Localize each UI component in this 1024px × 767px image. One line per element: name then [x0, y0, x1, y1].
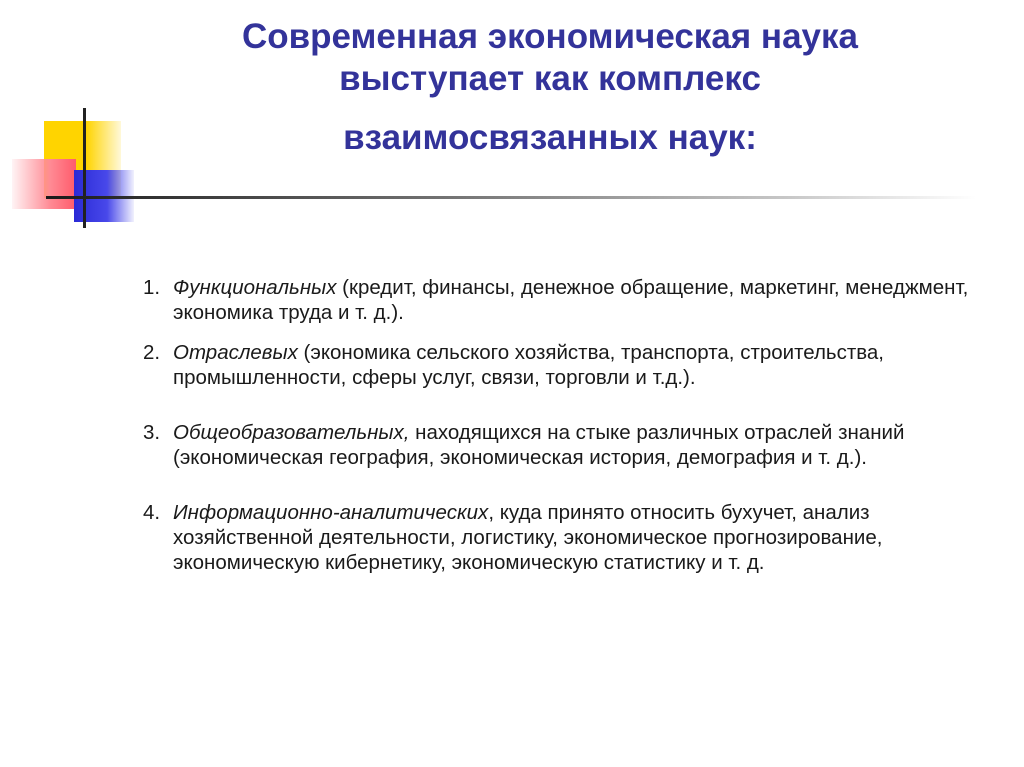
item-text — [173, 275, 993, 325]
sciences-list — [143, 275, 993, 575]
item-number: 1. — [143, 276, 161, 299]
list-item — [143, 500, 993, 575]
item-term: Отраслевых — [173, 341, 298, 364]
item-description: , куда принято относить бухучет, анализ хозяйственной деятельности, логистику, экономическое прогнозирование, экономическую кибернетику, экономическую статистику и т. д. — [173, 501, 883, 574]
item-number: 4. — [143, 501, 161, 524]
list-item — [143, 275, 993, 325]
item-description: (экономика сельского хозяйства, транспорта, строительства, промышленности, сферы услуг, связи, торговли и т.д.). — [173, 341, 885, 389]
title-line-2: выступает как комплекс — [339, 59, 761, 98]
title-line-1: Современная экономическая наука — [241, 17, 858, 56]
title-underline — [46, 196, 976, 199]
item-term: Общеобразовательных, — [173, 421, 410, 444]
item-text — [173, 420, 993, 470]
item-description: (кредит, финансы, денежное обращение, маркетинг, менеджмент, экономика труда и т. д.). — [173, 276, 969, 324]
item-description: находящихся на стыке различных отраслей знаний (экономическая география, экономическая история, демография и т. д.). — [173, 421, 905, 469]
item-term: Информационно-аналитических — [173, 501, 489, 524]
list-item — [143, 340, 993, 390]
item-text — [173, 500, 993, 575]
item-term: Функциональных — [173, 276, 337, 299]
slide-title — [150, 16, 950, 159]
item-number: 3. — [143, 421, 161, 444]
decor-vertical-line — [83, 108, 86, 228]
item-text — [173, 340, 993, 390]
decor-red-square — [12, 159, 76, 209]
list-item — [143, 420, 993, 470]
item-number: 2. — [143, 341, 161, 364]
title-line-3: взаимосвязанных наук: — [343, 118, 757, 157]
